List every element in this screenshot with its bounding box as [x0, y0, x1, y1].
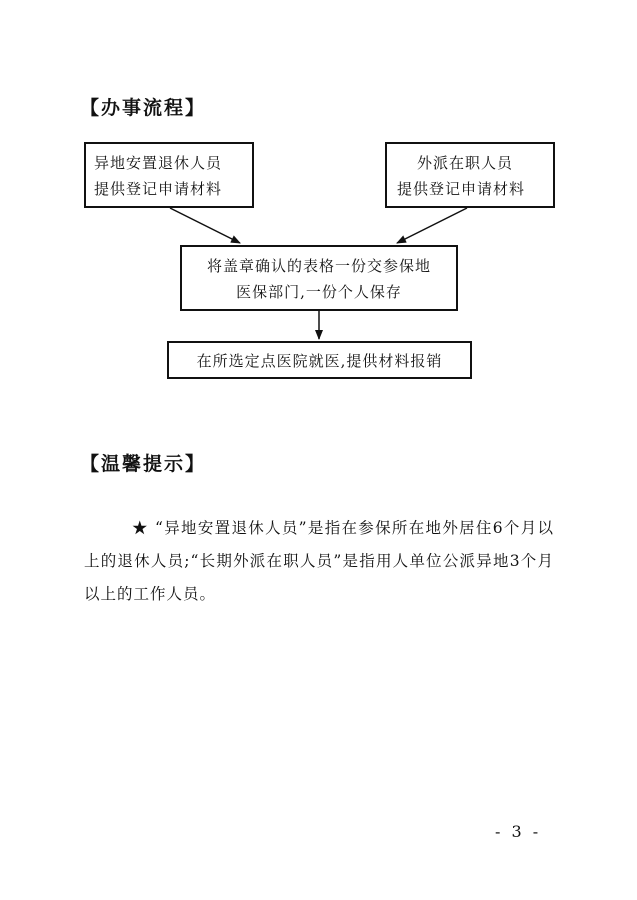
expat-applicant-box: [385, 142, 555, 208]
expat-box-line2: 提供登记申请材料: [397, 180, 526, 198]
retired-box-line2: 提供登记申请材料: [94, 180, 223, 198]
arrow-expat-to-submit: [397, 208, 467, 243]
process-heading: 【办事流程】: [80, 97, 207, 119]
treatment-reimbursement-box: [167, 341, 472, 379]
treatment-box-line1: 在所选定点医院就医,提供材料报销: [196, 352, 443, 370]
expat-box-line1: 外派在职人员: [417, 154, 514, 172]
submit-box-line1: 将盖章确认的表格一份交参保地: [206, 257, 431, 275]
tips-heading: 【温馨提示】: [80, 453, 207, 475]
submit-form-box: [180, 245, 458, 311]
submit-box-line2: 医保部门,一份个人保存: [236, 283, 402, 301]
arrow-retired-to-submit: [170, 208, 240, 243]
retired-applicant-box: [84, 142, 254, 208]
retired-box-line1: 异地安置退休人员: [94, 154, 223, 172]
page-number: - 3 -: [495, 822, 542, 841]
tips-paragraph: ★ “异地安置退休人员”是指在参保所在地外居住6个月以上的退休人员;“长期外派在职人员”是指用人单位公派异地3个月以上的工作人员。: [84, 519, 554, 603]
